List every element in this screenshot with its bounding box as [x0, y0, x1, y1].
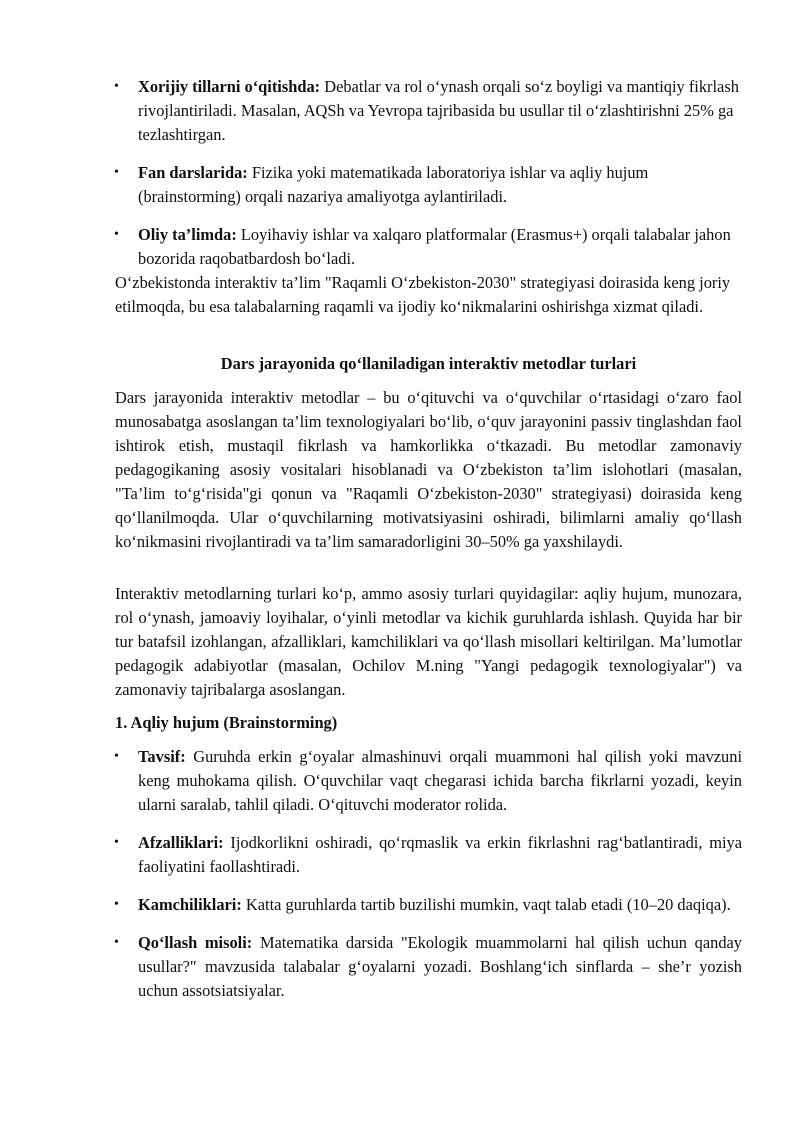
bullet-text: Matematika darsida "Ekologik muammolarni hal qilish uchun qanday usullar?" mavzusida talabalar g‘oyalarni yozadi. Boshlang‘ich sinflarda – she’r yozish uchun assotsiatsiyalar. — [138, 933, 742, 1000]
bullet-list-brainstorming — [114, 745, 743, 1017]
bullet-term: Fan darslarida: — [138, 163, 248, 182]
bullet-icon: • — [114, 227, 119, 242]
bullet-icon: • — [114, 935, 119, 950]
bullet-text: Fizika yoki matematikada laboratoriya ishlar va aqliy hujum (brainstorming) orqali nazariya amaliyotga aylantiriladi. — [138, 163, 649, 206]
bullet-text: Guruhda erkin g‘oyalar almashinuvi orqali muammoni hal qilish yoki mavzuni keng muhokama qilish. O‘quvchilar vaqt chegarasi ichida barcha fikrlarni yozadi, keyin ularni saralab, tahlil qiladi. O‘qituvchi moderator rolida. — [138, 747, 743, 814]
paragraph-types: Interaktiv metodlarning turlari ko‘p, ammo asosiy turlari quyidagilar: aqliy hujum, munozara, rol o‘ynash, jamoaviy loyihalar, o‘yinli metodlar va kichik guruhlarda ishlash. Quyida har bir tur batafsil izohlangan, afzalliklari, kamchiliklari va qo‘llash misollari keltirilgan. Ma’lumotlar pedagogik adabiyotlar (masalan, Ochilov M.ning "Yangi pedagogik texnologiyalar") va zamonaviy tajribalarga asoslangan. — [115, 584, 742, 699]
list-item — [114, 831, 742, 879]
bullet-text: Loyihaviy ishlar va xalqaro platformalar (Erasmus+) orqali talabalar jahon bozorida raqobatbardosh bo‘ladi. — [138, 225, 731, 268]
bullet-text: Katta guruhlarda tartib buzilishi mumkin, vaqt talab etadi (10–20 daqiqa). — [245, 895, 731, 914]
bullet-icon: • — [114, 165, 119, 180]
bullet-term: Oliy ta’limda: — [138, 225, 237, 244]
paragraph-definition: Dars jarayonida interaktiv metodlar – bu o‘qituvchi va o‘quvchilar o‘rtasidagi o‘zaro faol munosabatga asoslangan ta’lim texnologiyalari bo‘lib, o‘quv jarayonini passiv tinglashdan faol ishtirok etish, mustaqil fikrlash va hamkorlikka o‘tkazadi. Bu metodlar zamonaviy pedagogikaning asosiy vositalari hisoblanadi va O‘zbekiston ta’lim islohotlari (masalan, "Ta’lim to‘g‘risida"gi qonun va "Raqamli O‘zbekiston-2030" strategiyasi) doirasida keng qo‘llanilmoqda. Ular o‘quvchilarning motivatsiyasini oshiradi, bilimlarni amaliy qo‘llash ko‘nikmasini rivojlantiradi va ta’lim samaradorligini 30–50% ga yaxshilaydi. — [115, 388, 742, 551]
bullet-text: Ijodkorlikni oshiradi, qo‘rqmaslik va erkin fikrlashni rag‘batlantiradi, miya faoliyatini faollashtiradi. — [138, 833, 742, 876]
section-heading: Dars jarayonida qo‘llaniladigan interaktiv metodlar turlari — [220, 354, 637, 373]
paragraph-uzbekistan: O‘zbekistonda interaktiv ta’lim "Raqamli O‘zbekiston-2030" strategiyasi doirasida keng joriy etilmoqda, bu esa talabalarning raqamli va ijodiy ko‘nikmalarini oshirishga xizmat qiladi. — [115, 273, 731, 316]
list-item — [114, 931, 742, 1003]
bullet-term: Qo‘llash misoli: — [138, 933, 253, 952]
list-item — [114, 75, 742, 147]
bullet-term: Tavsif: — [138, 747, 186, 766]
bullet-term: Kamchiliklari: — [138, 895, 242, 914]
bullet-list-top — [114, 75, 742, 285]
bullet-icon: • — [114, 749, 119, 764]
bullet-icon: • — [114, 835, 119, 850]
subheading-brainstorming: 1. Aqliy hujum (Brainstorming) — [115, 713, 338, 732]
bullet-icon: • — [114, 897, 119, 912]
list-item — [114, 223, 742, 271]
list-item — [114, 893, 742, 917]
bullet-term: Afzalliklari: — [138, 833, 224, 852]
bullet-icon: • — [114, 79, 119, 94]
list-item — [114, 161, 742, 209]
bullet-term: Xorijiy tillarni o‘qitishda: — [138, 77, 321, 96]
list-item — [114, 745, 743, 817]
bullet-text: Debatlar va rol o‘ynash orqali so‘z boyligi va mantiqiy fikrlash rivojlantiriladi. Masalan, AQSh va Yevropa tajribasida bu usullar til o‘zlashtirishni 25% ga tezlashtirgan. — [138, 77, 739, 144]
